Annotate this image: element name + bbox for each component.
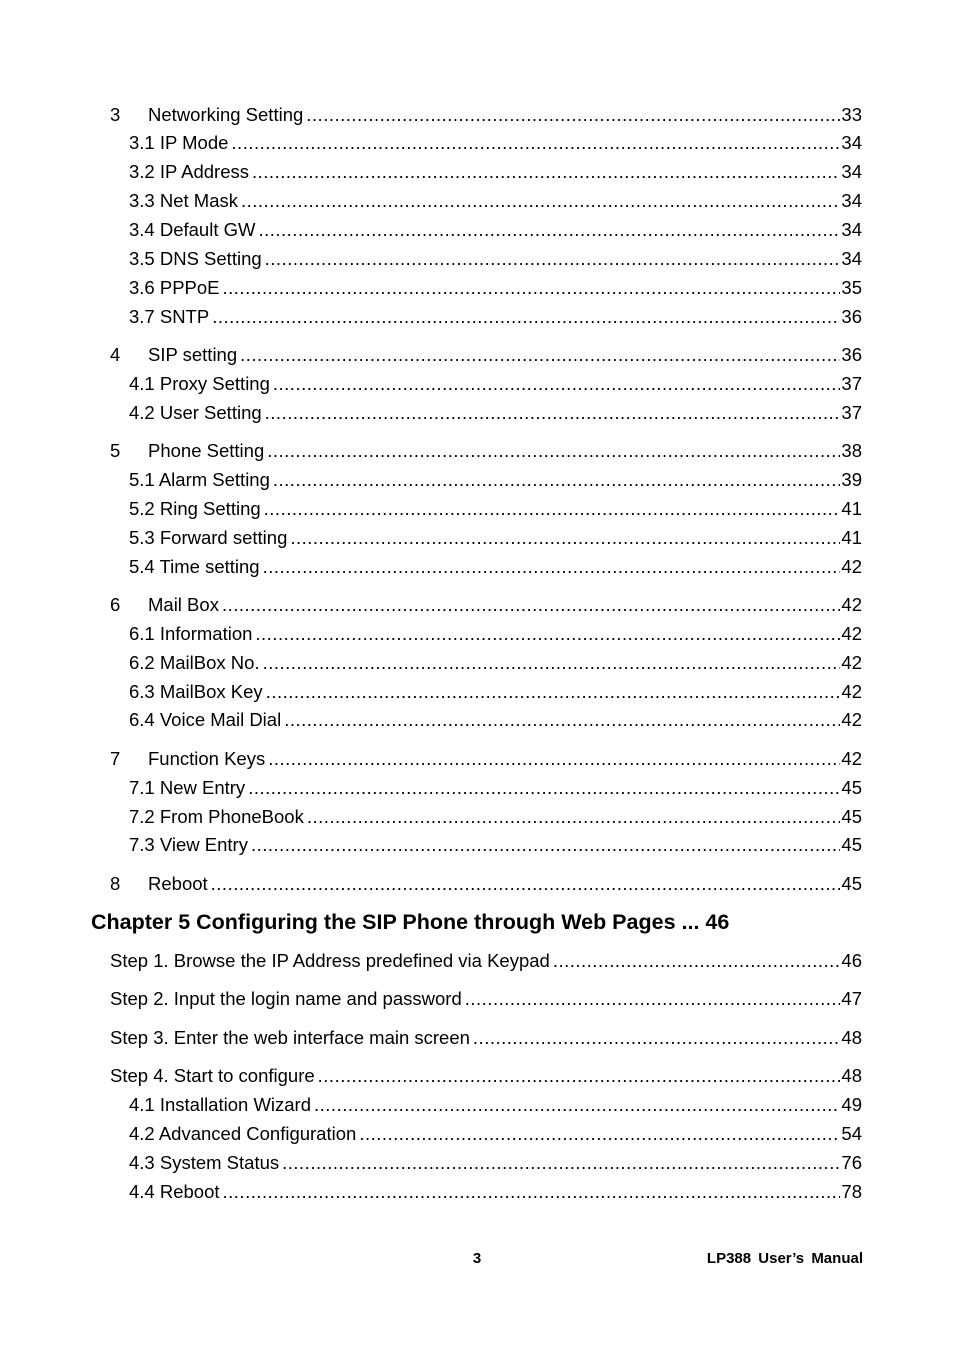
toc-entry-title: SIP setting xyxy=(148,344,238,365)
toc-leader xyxy=(231,132,840,154)
toc-entry xyxy=(129,1152,862,1174)
toc-entry-title: 3.7 SNTP xyxy=(129,306,210,327)
toc-entry-page: 42 xyxy=(841,556,862,577)
toc-entry xyxy=(110,1065,862,1087)
toc-entry xyxy=(110,873,862,895)
toc-entry xyxy=(110,440,862,462)
toc-entry xyxy=(129,806,862,828)
toc-entry-title: 4.2 User Setting xyxy=(129,402,262,423)
toc-entry-title: 4.3 System Status xyxy=(129,1152,280,1173)
toc-entry-page: 36 xyxy=(841,306,862,327)
toc-entry xyxy=(129,527,862,549)
toc-entry-page: 46 xyxy=(841,950,862,971)
toc-entry xyxy=(129,1123,862,1145)
toc-entry-title: 6.3 MailBox Key xyxy=(129,681,263,702)
toc-entry xyxy=(129,652,862,674)
toc-leader xyxy=(251,834,840,856)
toc-leader xyxy=(267,440,840,462)
toc-entry-number: 8 xyxy=(110,873,121,894)
toc-entry-title: 4.4 Reboot xyxy=(129,1181,220,1202)
toc-entry-title: 4.1 Installation Wizard xyxy=(129,1094,312,1115)
toc-entry-page: 42 xyxy=(841,594,862,615)
toc-entry-title: 7.2 From PhoneBook xyxy=(129,806,304,827)
chapter-heading: Chapter 5 Configuring the SIP Phone through Web Pages ... 46 xyxy=(91,910,730,934)
toc-entry xyxy=(129,1094,862,1116)
toc-entry-title: 6.4 Voice Mail Dial xyxy=(129,709,282,730)
toc-entry-page: 78 xyxy=(841,1181,862,1202)
toc-entry-page: 41 xyxy=(841,498,862,519)
toc-entry-title: 3.2 IP Address xyxy=(129,161,249,182)
toc-entry-title: Step 3. Enter the web interface main screen xyxy=(110,1027,470,1048)
toc-entry-title: Function Keys xyxy=(148,748,266,769)
toc-leader xyxy=(248,777,840,799)
toc-entry-title: Phone Setting xyxy=(148,440,265,461)
toc-leader xyxy=(264,498,841,520)
toc-entry xyxy=(110,1027,862,1049)
toc-entry-number: 6 xyxy=(110,594,121,615)
toc-leader xyxy=(212,306,840,328)
toc-entry-title: 6.2 MailBox No. xyxy=(129,652,260,673)
toc-leader xyxy=(258,219,840,241)
toc-leader xyxy=(307,806,841,828)
toc-entry xyxy=(129,834,862,856)
toc-entry xyxy=(129,306,862,328)
toc-entry-title: 4.1 Proxy Setting xyxy=(129,373,270,394)
toc-leader xyxy=(282,1152,840,1174)
toc-leader xyxy=(255,623,840,645)
toc-entry-title: 4.2 Advanced Configuration xyxy=(129,1123,357,1144)
toc-entry xyxy=(129,469,862,491)
toc-entry-page: 37 xyxy=(841,373,862,394)
toc-entry-page: 38 xyxy=(841,440,862,461)
toc-leader xyxy=(263,652,841,674)
toc-entry-page: 41 xyxy=(841,527,862,548)
toc-entry-title: Step 2. Input the login name and password xyxy=(110,988,462,1009)
toc-leader xyxy=(318,1065,841,1087)
toc-entry-title: 6.1 Information xyxy=(129,623,253,644)
toc-leader xyxy=(465,988,841,1010)
toc-entry-page: 33 xyxy=(841,104,862,125)
toc-entry-title: 3.1 IP Mode xyxy=(129,132,229,153)
toc-entry xyxy=(129,161,862,183)
toc-leader xyxy=(265,248,841,270)
toc-entry xyxy=(129,681,862,703)
toc-entry-title: 7.3 View Entry xyxy=(129,834,248,855)
toc-entry-page: 45 xyxy=(841,834,862,855)
toc-entry-page: 34 xyxy=(841,219,862,240)
toc-leader xyxy=(284,709,840,731)
toc-entry-page: 39 xyxy=(841,469,862,490)
toc-entry xyxy=(129,709,862,731)
toc-entry-page: 35 xyxy=(841,277,862,298)
toc-entry-page: 34 xyxy=(841,132,862,153)
toc-entry-title: 5.4 Time setting xyxy=(129,556,260,577)
toc-leader xyxy=(252,161,840,183)
toc-entry xyxy=(129,556,862,578)
toc-entry-number: 5 xyxy=(110,440,121,461)
toc-entry-title: 3.4 Default GW xyxy=(129,219,256,240)
toc-entry-title: 3.3 Net Mask xyxy=(129,190,238,211)
toc-leader xyxy=(314,1094,840,1116)
toc-entry-title: Step 4. Start to configure xyxy=(110,1065,315,1086)
toc-entry xyxy=(129,132,862,154)
toc-entry-title: Mail Box xyxy=(148,594,219,615)
toc-entry xyxy=(110,988,862,1010)
toc-entry-page: 45 xyxy=(841,777,862,798)
toc-entry-number: 3 xyxy=(110,104,121,125)
footer-manual-title: LP388 User’s Manual xyxy=(706,1250,863,1267)
toc-leader xyxy=(240,344,840,366)
toc-entry-title: 5.3 Forward setting xyxy=(129,527,288,548)
toc-entry-title: 3.5 DNS Setting xyxy=(129,248,262,269)
toc-entry-number: 7 xyxy=(110,748,121,769)
toc-leader xyxy=(273,469,841,491)
toc-entry-page: 45 xyxy=(841,873,862,894)
toc-entry xyxy=(129,777,862,799)
toc-entry xyxy=(129,248,862,270)
toc-entry-page: 48 xyxy=(841,1027,862,1048)
toc-entry xyxy=(110,748,862,770)
toc-leader xyxy=(265,402,841,424)
toc-entry-page: 34 xyxy=(841,161,862,182)
toc-entry xyxy=(129,1181,862,1203)
toc-entry-page: 37 xyxy=(841,402,862,423)
toc-entry-page: 42 xyxy=(841,652,862,673)
toc-entry xyxy=(129,190,862,212)
toc-entry xyxy=(129,219,862,241)
toc-entry-page: 45 xyxy=(841,806,862,827)
toc-entry xyxy=(129,402,862,424)
footer-page-number: 3 xyxy=(472,1250,482,1267)
toc-entry-page: 42 xyxy=(841,681,862,702)
toc-entry-title: 7.1 New Entry xyxy=(129,777,246,798)
toc-entry-page: 34 xyxy=(841,190,862,211)
toc-entry-page: 42 xyxy=(841,623,862,644)
toc-leader xyxy=(306,104,840,126)
toc-entry-title: 5.2 Ring Setting xyxy=(129,498,261,519)
toc-leader xyxy=(223,277,841,299)
toc-entry-title: Step 1. Browse the IP Address predefined via Keypad xyxy=(110,950,550,971)
toc-entry-page: 36 xyxy=(841,344,862,365)
toc-leader xyxy=(241,190,840,212)
toc-leader xyxy=(359,1123,840,1145)
toc-entry xyxy=(110,104,862,126)
toc-entry-page: 34 xyxy=(841,248,862,269)
toc-entry-page: 47 xyxy=(841,988,862,1009)
toc-entry-page: 42 xyxy=(841,709,862,730)
toc-leader xyxy=(273,373,841,395)
toc-leader xyxy=(263,556,841,578)
toc-leader xyxy=(211,873,841,895)
toc-entry-title: 3.6 PPPoE xyxy=(129,277,220,298)
toc-leader xyxy=(223,1181,841,1203)
toc-entry-number: 4 xyxy=(110,344,121,365)
toc-entry xyxy=(110,950,862,972)
toc-leader xyxy=(266,681,841,703)
toc-entry-title: Reboot xyxy=(148,873,208,894)
toc-entry xyxy=(129,277,862,299)
toc-leader xyxy=(473,1027,841,1049)
toc-leader xyxy=(268,748,840,770)
toc-leader xyxy=(222,594,840,616)
toc-entry-page: 49 xyxy=(841,1094,862,1115)
toc-leader xyxy=(290,527,840,549)
toc-entry xyxy=(129,498,862,520)
toc-entry xyxy=(110,344,862,366)
toc-entry-page: 42 xyxy=(841,748,862,769)
toc-entry xyxy=(110,594,862,616)
toc-entry-title: 5.1 Alarm Setting xyxy=(129,469,270,490)
toc-entry xyxy=(129,373,862,395)
toc-entry-page: 76 xyxy=(841,1152,862,1173)
toc-entry-title: Networking Setting xyxy=(148,104,304,125)
toc-leader xyxy=(553,950,841,972)
toc-entry-page: 54 xyxy=(841,1123,862,1144)
toc-entry-page: 48 xyxy=(841,1065,862,1086)
toc-entry xyxy=(129,623,862,645)
